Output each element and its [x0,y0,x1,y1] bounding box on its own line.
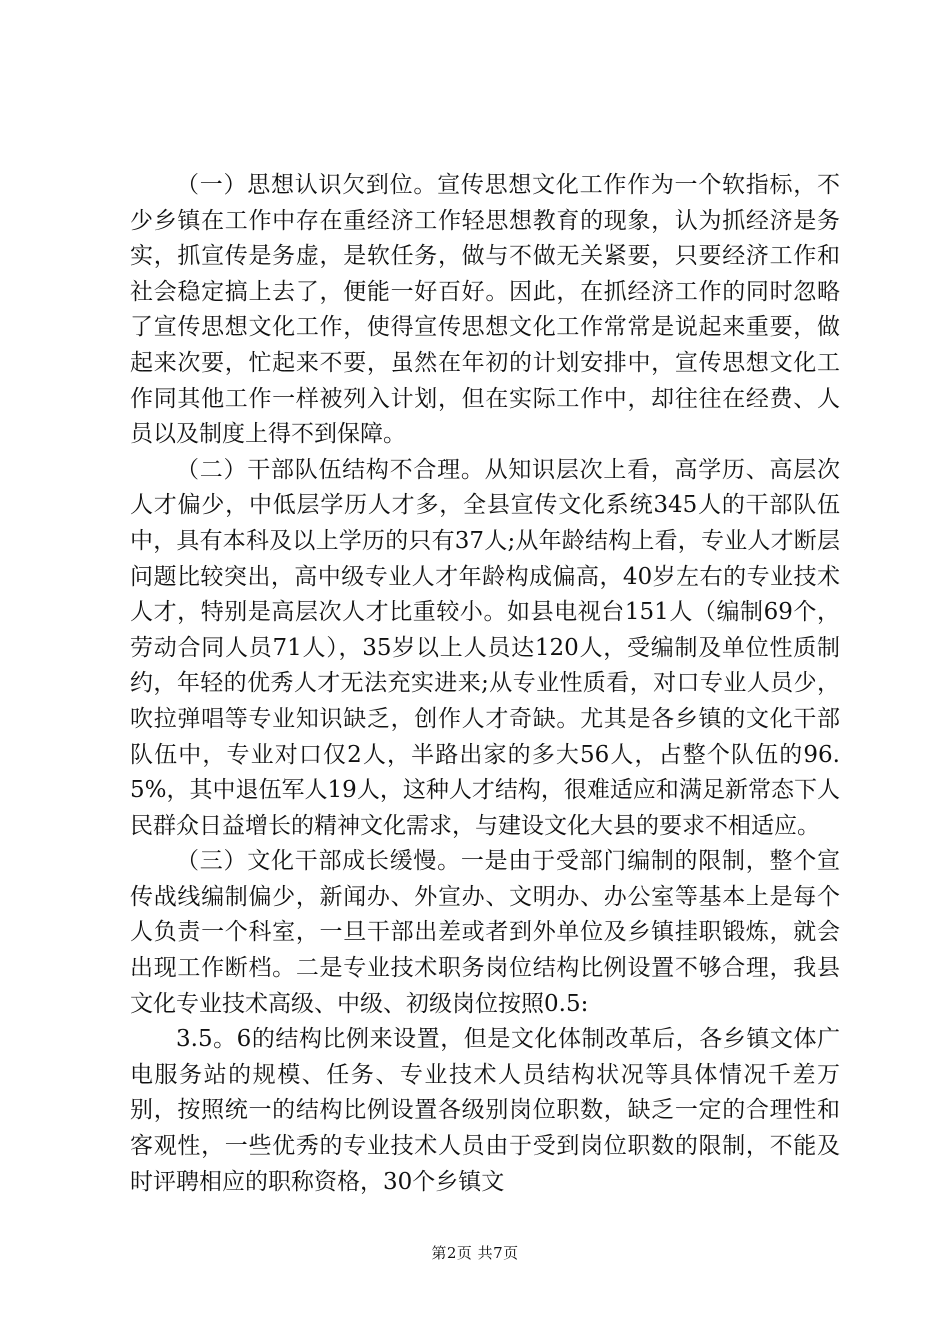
paragraph-3: （三）文化干部成长缓慢。一是由于受部门编制的限制，整个宣传战线编制偏少，新闻办、外宣办、文明办、办公室等基本上是每个人负责一个科室，一旦干部出差或者到外单位及乡镇挂职锻炼，就会出现工作断档。二是专业技术职务岗位结构比例设置不够合理，我县文化专业技术高级、中级、初级岗位按照0.5: [130,848,840,1017]
paragraph-1: （一）思想认识欠到位。宣传思想文化工作作为一个软指标，不少乡镇在工作中存在重经济工作轻思想教育的现象，认为抓经济是务实，抓宣传是务虚，是软任务，做与不做无关紧要，只要经济工作和社会稳定搞上去了，便能一好百好。因此，在抓经济工作的同时忽略了宣传思想文化工作，使得宣传思想文化工作常常是说起来重要，做起来次要，忙起来不要，虽然在年初的计划安排中，宣传思想文化工作同其他工作一样被列入计划，但在实际工作中，却往往在经费、人员以及制度上得不到保障。 [130,172,840,448]
paragraph-2: （二）干部队伍结构不合理。从知识层次上看，高学历、高层次人才偏少，中低层学历人才多，全县宣传文化系统345人的干部队伍中，具有本科及以上学历的只有37人;从年龄结构上看，专业人才断层问题比较突出，高中级专业人才年龄构成偏高，40岁左右的专业技术人才，特别是高层次人才比重较小。如县电视台151人（编制69个，劳动合同人员71人），35岁以上人员达120人，受编制及单位性质制约，年轻的优秀人才无法充实进来;从专业性质看，对口专业人员少，吹拉弹唱等专业知识缺乏，创作人才奇缺。尤其是各乡镇的文化干部队伍中，专业对口仅2人，半路出家的多大56人，占整个队伍的96.5%，其中退伍军人19人，这种人才结构，很难适应和满足新常态下人民群众日益增长的精神文化需求，与建设文化大县的要求不相适应。 [130,456,840,839]
document-body [130,168,840,1200]
page-footer: 第2页 共7页 [431,1244,519,1262]
paragraph-4: 3.5。6的结构比例来设置，但是文化体制改革后，各乡镇文体广电服务站的规模、任务、专业技术人员结构状况等具体情况千差万别，按照统一的结构比例设置各级别岗位职数，缺乏一定的合理性和客观性，一些优秀的专业技术人员由于受到岗位职数的限制，不能及时评聘相应的职称资格，30个乡镇文 [130,1026,840,1195]
